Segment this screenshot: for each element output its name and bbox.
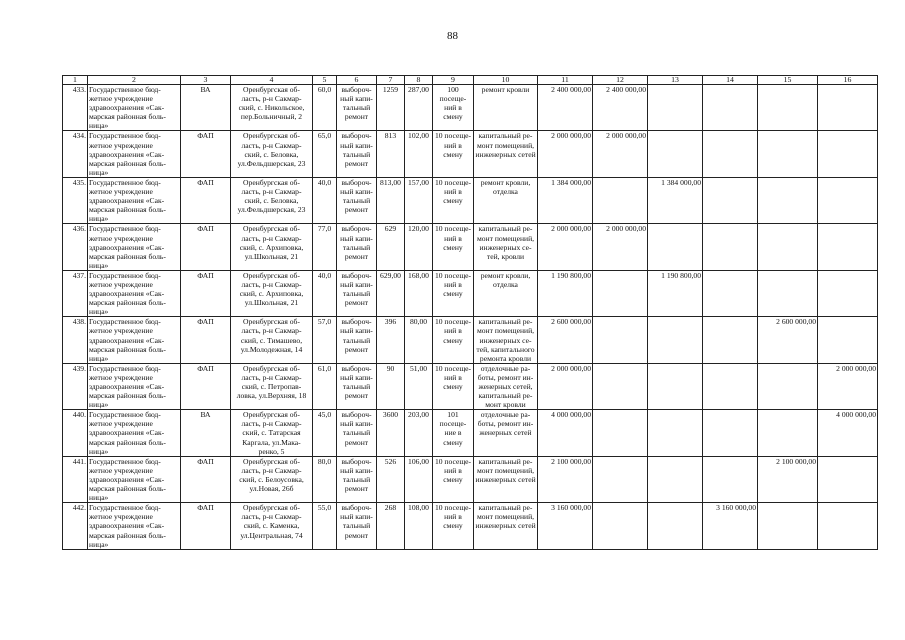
header-cell: 14 xyxy=(703,76,758,85)
table-cell: 157,00 xyxy=(405,177,433,223)
table-cell: ФАП xyxy=(181,363,231,409)
table-cell xyxy=(758,177,818,223)
table-cell: Оренбургская об- ласть, р-н Сакмар- ский, с. Беловка, ул.Фельдшерская, 23 xyxy=(231,177,313,223)
table-cell xyxy=(593,270,648,316)
table-cell xyxy=(703,317,758,363)
table-cell: Оренбургская об- ласть, р-н Сакмар- ский, с. Белоусовка, ул.Новая, 26б xyxy=(231,456,313,502)
table-cell: отделочные ра- боты, ремонт ин- женерных сетей xyxy=(474,410,538,456)
table-cell: 10 посеще- ний в смену xyxy=(433,177,474,223)
table-cell: ремонт кровли, отделка xyxy=(474,177,538,223)
table-cell xyxy=(703,177,758,223)
header-row xyxy=(63,76,878,85)
table-cell: Государственное бюд- жетное учреждение здравоохранения «Сак- марская районная боль- ница» xyxy=(88,363,181,409)
table-cell: ремонт кровли xyxy=(474,85,538,131)
table-cell: 442. xyxy=(63,503,88,549)
table-cell: капитальный ре- монт помещений, инженерных сетей xyxy=(474,131,538,177)
table-cell: 10 посеще- ний в смену xyxy=(433,317,474,363)
page-number: 88 xyxy=(447,30,458,42)
table-cell: 80,0 xyxy=(313,456,337,502)
table-cell xyxy=(818,177,878,223)
table-cell: 4 000 000,00 xyxy=(818,410,878,456)
table-cell: 65,0 xyxy=(313,131,337,177)
table-cell: 1 384 000,00 xyxy=(538,177,593,223)
table-cell: Оренбургская об- ласть, р-н Сакмар- ский, с. Беловка, ул.Фельдшерская, 23 xyxy=(231,131,313,177)
table-cell: 1 190 800,00 xyxy=(538,270,593,316)
table-cell: 10 посеще- ний в смену xyxy=(433,224,474,270)
table-cell: 396 xyxy=(377,317,405,363)
table-cell: 10 посеще- ний в смену xyxy=(433,363,474,409)
table-cell xyxy=(703,224,758,270)
table-cell: Оренбургская об- ласть, р-н Сакмар- ский, с. Каменка, ул.Центральная, 74 xyxy=(231,503,313,549)
table-row xyxy=(63,270,878,316)
table-cell xyxy=(818,270,878,316)
table-cell xyxy=(593,410,648,456)
table-cell: 438. xyxy=(63,317,88,363)
table-cell: Государственное бюд- жетное учреждение здравоохранения «Сак- марская районная боль- ница» xyxy=(88,177,181,223)
table-cell: 2 000 000,00 xyxy=(818,363,878,409)
table-cell: 10 посеще- ний в смену xyxy=(433,456,474,502)
table-cell: Оренбургская об- ласть, р-н Сакмар- ский, с. Петропав- ловка, ул.Верхняя, 18 xyxy=(231,363,313,409)
table-cell: 80,00 xyxy=(405,317,433,363)
table-cell: 434. xyxy=(63,131,88,177)
table-cell: 10 посеще- ний в смену xyxy=(433,270,474,316)
table-cell: 106,00 xyxy=(405,456,433,502)
table-cell xyxy=(818,456,878,502)
table-cell: 268 xyxy=(377,503,405,549)
table-cell xyxy=(758,85,818,131)
header-cell: 2 xyxy=(88,76,181,85)
table-cell: Государственное бюд- жетное учреждение здравоохранения «Сак- марская районная боль- ница» xyxy=(88,224,181,270)
table-cell xyxy=(703,270,758,316)
table-cell xyxy=(648,224,703,270)
table-cell: ФАП xyxy=(181,503,231,549)
header-cell: 3 xyxy=(181,76,231,85)
table-cell: 57,0 xyxy=(313,317,337,363)
table-cell: выбороч- ный капи- тальный ремонт xyxy=(337,363,377,409)
table-cell: капитальный ре- монт помещений, инженерных сетей xyxy=(474,503,538,549)
table-cell xyxy=(703,456,758,502)
table-cell: 2 000 000,00 xyxy=(538,363,593,409)
table-cell: 2 100 000,00 xyxy=(758,456,818,502)
header-cell: 8 xyxy=(405,76,433,85)
table-cell: ремонт кровли, отделка xyxy=(474,270,538,316)
table-cell xyxy=(593,317,648,363)
table-cell: 526 xyxy=(377,456,405,502)
table-cell: 40,0 xyxy=(313,270,337,316)
table-cell xyxy=(818,224,878,270)
table-cell: капитальный ре- монт помещений, инженерных се- тей, кровли xyxy=(474,224,538,270)
header-cell: 12 xyxy=(593,76,648,85)
table-cell: Государственное бюд- жетное учреждение здравоохранения «Сак- марская районная боль- ница» xyxy=(88,85,181,131)
table-cell: 77,0 xyxy=(313,224,337,270)
table-cell: 437. xyxy=(63,270,88,316)
table-cell: 55,0 xyxy=(313,503,337,549)
table-row xyxy=(63,317,878,363)
table-cell: 10 посеще- ний в смену xyxy=(433,503,474,549)
table-cell: Оренбургская об- ласть, р-н Сакмар- ский, с. Татарская Каргала, ул.Мака- ренко, 5 xyxy=(231,410,313,456)
table-cell xyxy=(818,131,878,177)
table-cell: 436. xyxy=(63,224,88,270)
table-cell: 90 xyxy=(377,363,405,409)
table-cell: Оренбургская об- ласть, р-н Сакмар- ский, с. Архиповка, ул.Школьная, 21 xyxy=(231,270,313,316)
table-cell: 435. xyxy=(63,177,88,223)
table-cell xyxy=(818,503,878,549)
table-cell: ФАП xyxy=(181,456,231,502)
table-cell: 3 160 000,00 xyxy=(538,503,593,549)
table-cell: 439. xyxy=(63,363,88,409)
table-cell: 813,00 xyxy=(377,177,405,223)
table-cell: 2 400 000,00 xyxy=(593,85,648,131)
table-cell xyxy=(648,456,703,502)
table-cell: 2 000 000,00 xyxy=(593,224,648,270)
table-cell: Государственное бюд- жетное учреждение здравоохранения «Сак- марская районная боль- ница» xyxy=(88,503,181,549)
table-cell: выбороч- ный капи- тальный ремонт xyxy=(337,410,377,456)
table-cell: Государственное бюд- жетное учреждение здравоохранения «Сак- марская районная боль- ница» xyxy=(88,131,181,177)
header-cell: 10 xyxy=(474,76,538,85)
table-cell: 2 000 000,00 xyxy=(593,131,648,177)
table-cell: капитальный ре- монт помещений, инженерных сетей xyxy=(474,456,538,502)
table-cell xyxy=(648,410,703,456)
table-cell: Оренбургская об- ласть, р-н Сакмар- ский, с. Никольское, пер.Больничный, 2 xyxy=(231,85,313,131)
header-cell: 13 xyxy=(648,76,703,85)
table-cell: 60,0 xyxy=(313,85,337,131)
table-cell: 433. xyxy=(63,85,88,131)
header-cell: 6 xyxy=(337,76,377,85)
table-cell: 1259 xyxy=(377,85,405,131)
table-row xyxy=(63,363,878,409)
table-cell xyxy=(593,503,648,549)
table-cell: 61,0 xyxy=(313,363,337,409)
header-cell: 7 xyxy=(377,76,405,85)
table-cell: 2 400 000,00 xyxy=(538,85,593,131)
table-row xyxy=(63,456,878,502)
table-cell: 2 600 000,00 xyxy=(758,317,818,363)
table-cell xyxy=(648,317,703,363)
table-cell: 108,00 xyxy=(405,503,433,549)
table-cell: выбороч- ный капи- тальный ремонт xyxy=(337,456,377,502)
table-row xyxy=(63,85,878,131)
table-cell: 2 100 000,00 xyxy=(538,456,593,502)
table-cell: ФАП xyxy=(181,270,231,316)
table-cell: 4 000 000,00 xyxy=(538,410,593,456)
table-cell: выбороч- ный капи- тальный ремонт xyxy=(337,224,377,270)
table-cell: Государственное бюд- жетное учреждение здравоохранения «Сак- марская районная боль- ница» xyxy=(88,410,181,456)
header-cell: 16 xyxy=(818,76,878,85)
header-cell: 11 xyxy=(538,76,593,85)
table-cell: 287,00 xyxy=(405,85,433,131)
table-cell: 101 посеще- ние в смену xyxy=(433,410,474,456)
table-row xyxy=(63,131,878,177)
table-cell: 2 000 000,00 xyxy=(538,131,593,177)
table-cell: 203,00 xyxy=(405,410,433,456)
table-cell: отделочные ра- боты, ремонт ин- женерных сетей, капитальный ре- монт кровли xyxy=(474,363,538,409)
table-cell: Государственное бюд- жетное учреждение здравоохранения «Сак- марская районная боль- ница» xyxy=(88,456,181,502)
table-cell xyxy=(758,224,818,270)
table-cell xyxy=(758,363,818,409)
table-cell: ФАП xyxy=(181,131,231,177)
table-cell: выбороч- ный капи- тальный ремонт xyxy=(337,503,377,549)
table-cell xyxy=(593,363,648,409)
table-row xyxy=(63,224,878,270)
table-cell xyxy=(758,270,818,316)
table-cell: 1 190 800,00 xyxy=(648,270,703,316)
table-cell: 629,00 xyxy=(377,270,405,316)
table-cell: Оренбургская об- ласть, р-н Сакмар- ский, с. Архиповка, ул.Школьная, 21 xyxy=(231,224,313,270)
header-cell: 9 xyxy=(433,76,474,85)
table-cell xyxy=(758,410,818,456)
table-cell xyxy=(703,410,758,456)
table-cell xyxy=(648,85,703,131)
table-cell: 2 000 000,00 xyxy=(538,224,593,270)
header-cell: 4 xyxy=(231,76,313,85)
table-cell: 3600 xyxy=(377,410,405,456)
table-cell: ФАП xyxy=(181,177,231,223)
table-cell xyxy=(648,363,703,409)
table-cell xyxy=(758,131,818,177)
works-table xyxy=(62,75,878,550)
table-cell: выбороч- ный капи- тальный ремонт xyxy=(337,270,377,316)
table-cell: 10 посеще- ний в смену xyxy=(433,131,474,177)
header-cell: 1 xyxy=(63,76,88,85)
table-cell: 2 600 000,00 xyxy=(538,317,593,363)
table-cell: 100 посеще- ний в смену xyxy=(433,85,474,131)
table-cell: капитальный ре- монт помещений, инженерных се- тей, капитального ремонта кровли xyxy=(474,317,538,363)
table-cell xyxy=(818,85,878,131)
table-cell: выбороч- ный капи- тальный ремонт xyxy=(337,177,377,223)
table-cell xyxy=(648,131,703,177)
table-cell: 51,00 xyxy=(405,363,433,409)
table-cell: 441. xyxy=(63,456,88,502)
table-cell: 629 xyxy=(377,224,405,270)
table-cell xyxy=(703,85,758,131)
table-row xyxy=(63,503,878,549)
table-cell: ФАП xyxy=(181,224,231,270)
table-cell: 120,00 xyxy=(405,224,433,270)
table-cell: 168,00 xyxy=(405,270,433,316)
table-cell: 1 384 000,00 xyxy=(648,177,703,223)
table-cell: 440. xyxy=(63,410,88,456)
table-cell: ВА xyxy=(181,85,231,131)
table-cell xyxy=(593,177,648,223)
table-cell xyxy=(648,503,703,549)
table-row xyxy=(63,177,878,223)
table-cell: Государственное бюд- жетное учреждение здравоохранения «Сак- марская районная боль- ница» xyxy=(88,270,181,316)
header-cell: 5 xyxy=(313,76,337,85)
table-cell: Государственное бюд- жетное учреждение здравоохранения «Сак- марская районная боль- ница» xyxy=(88,317,181,363)
table-cell xyxy=(593,456,648,502)
table-cell: выбороч- ный капи- тальный ремонт xyxy=(337,85,377,131)
table-cell xyxy=(703,131,758,177)
table-cell: 3 160 000,00 xyxy=(703,503,758,549)
table-cell xyxy=(818,317,878,363)
table-row xyxy=(63,410,878,456)
table-cell xyxy=(758,503,818,549)
header-cell: 15 xyxy=(758,76,818,85)
table-cell xyxy=(703,363,758,409)
table-cell: 102,00 xyxy=(405,131,433,177)
table-cell: 813 xyxy=(377,131,405,177)
table-cell: ФАП xyxy=(181,317,231,363)
table-cell: 40,0 xyxy=(313,177,337,223)
table-cell: Оренбургская об- ласть, р-н Сакмар- ский, с. Тимашево, ул.Молодежная, 14 xyxy=(231,317,313,363)
table-cell: выбороч- ный капи- тальный ремонт xyxy=(337,317,377,363)
table-cell: 45,0 xyxy=(313,410,337,456)
table-cell: выбороч- ный капи- тальный ремонт xyxy=(337,131,377,177)
table-cell: ВА xyxy=(181,410,231,456)
